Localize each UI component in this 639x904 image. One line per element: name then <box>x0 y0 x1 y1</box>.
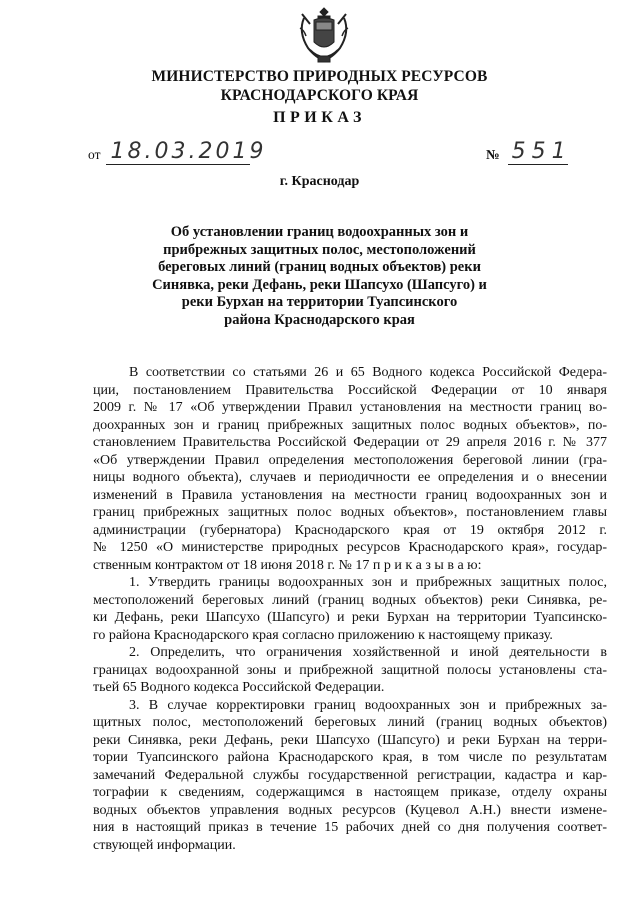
body-line: реки Синявка, реки Дефань, реки Шапсухо (Шапсуго) и реки Бурхан на терри- <box>93 732 607 748</box>
organization-line: КРАСНОДАРСКОГО КРАЯ <box>220 87 419 104</box>
body-line: 2. Определить, что ограничения хозяйственной и иной деятельности в <box>129 645 607 660</box>
body-line: замечаний Федеральной службы государственной регистрации, кадастра и кар- <box>93 767 607 783</box>
body-line: местоположений береговых линий (границ водных объектов) реки Синявка, ре- <box>93 592 607 608</box>
body-paragraph <box>93 364 607 574</box>
body-line: ции, постановлением Правительства Российской Федерации от 10 января <box>93 382 607 398</box>
city: г. Краснодар <box>279 174 360 189</box>
body-line: 1. Утвердить границы водоохранных зон и прибрежных защитных полос, <box>129 575 607 590</box>
body-paragraph <box>93 697 607 855</box>
document-body <box>93 364 607 854</box>
body-line: 2009 г. № 17 «Об утверждении Правил установления на местности границ во- <box>93 400 607 415</box>
body-line: тории Туапсинского района Краснодарского края, в том числе по результатам <box>93 750 607 765</box>
organization-name <box>0 67 639 105</box>
number-value: 551 <box>508 140 568 165</box>
title-line: района Краснодарского края <box>224 311 415 328</box>
body-line: № 1250 «О министерстве природных ресурсов Краснодарского края», государ- <box>93 540 607 555</box>
body-line: администрации (губернатора) Краснодарского края от 19 октября 2012 г. <box>93 522 607 538</box>
body-line: щитных полос, местоположений береговых линий (границ водных объектов) <box>93 715 607 730</box>
body-line: «Об утверждении Правил определения местоположения береговой линии (гра- <box>93 452 607 468</box>
body-line: 3. В случае корректировки границ водоохранных зон и прибрежных за- <box>129 697 607 713</box>
title-line: Синявка, реки Дефань, реки Шапсухо (Шапсуго) и <box>152 276 487 293</box>
body-line: изменений в Правила установления на местности границ водоохранных зон и <box>93 487 607 503</box>
krasnodar-coat-of-arms-icon <box>296 6 352 66</box>
title-line: прибрежных защитных полос, местоположений <box>163 241 476 258</box>
title-line: реки Бурхан на территории Туапсинского <box>181 294 458 310</box>
body-line: тографии к сведениям, содержащимся в настоящем приказе, отделу охраны <box>93 785 607 800</box>
body-line: ствующей информации. <box>93 837 236 853</box>
date-value: 18.03.2019 <box>106 140 250 165</box>
body-paragraph <box>93 574 607 644</box>
body-line: ния в настоящий приказ в течение 15 рабочих дней со дня получения соответ- <box>93 820 607 835</box>
body-line: границ прибрежных защитных полос водных объектов», постановлением главы <box>93 505 607 520</box>
body-line: го района Краснодарского края согласно приложению к настоящему приказу. <box>93 627 553 643</box>
body-line: водных объектов управления водных ресурсов (Куцевол А.Н.) внести измене- <box>93 802 607 818</box>
organization-line: МИНИСТЕРСТВО ПРИРОДНЫХ РЕСУРСОВ <box>151 68 488 85</box>
title-line: береговых линий (границ водных объектов) реки <box>158 259 481 275</box>
body-line: ственным контрактом от 18 июня 2018 г. № 17 п р и к а з ы в а ю: <box>93 557 482 573</box>
body-paragraph <box>93 644 607 697</box>
number-prefix: № <box>486 147 500 162</box>
document-date <box>88 139 267 165</box>
body-line: доохранных зон и границ прибрежных защитных полос водных объектов», по- <box>93 417 607 433</box>
date-prefix: от <box>88 147 101 162</box>
body-line: становлением Правительства Российской Федерации от 29 апреля 2016 г. № 377 <box>93 435 607 450</box>
title-line: Об установлении границ водоохранных зон и <box>170 224 469 240</box>
document-number <box>486 139 572 165</box>
body-line: границах водоохранной зоны и прибрежной защитной полосы установлены ста- <box>93 662 607 678</box>
document-type: ПРИКАЗ <box>273 109 366 126</box>
body-line: ницы водного объекта), случаев и периодичности ее определения и о внесении <box>93 470 607 485</box>
document-title <box>110 224 529 329</box>
body-line: тьей 65 Водного кодекса Российской Федерации. <box>93 680 385 695</box>
body-line: В соответствии со статьями 26 и 65 Водного кодекса Российской Федера- <box>129 365 607 380</box>
body-line: ки Дефань, реки Шапсухо (Шапсуго) и реки Бурхан на территории Туапсинско- <box>93 610 607 625</box>
